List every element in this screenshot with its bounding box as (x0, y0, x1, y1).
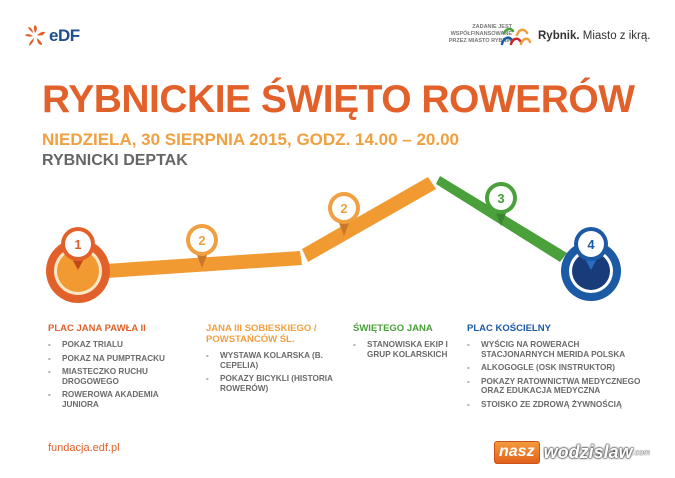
rybnik-logo-bold: Rybnik. (538, 30, 580, 42)
svg-text:4: 4 (587, 237, 595, 252)
activity-item: - POKAZY BICYKLI (HISTORIA ROWERÓW) (206, 374, 336, 393)
cofinance-line: PRZEZ MIASTO RYBNIK (448, 38, 512, 44)
route-map (0, 170, 675, 315)
svg-text:3: 3 (497, 191, 505, 206)
rybnik-logo-text (538, 30, 650, 42)
activity-item: - POKAZ TRIALU (48, 340, 188, 350)
station-activities (353, 340, 453, 359)
event-title: RYBNICKIE ŚWIĘTO ROWERÓW (42, 78, 635, 121)
edf-logo-text: eDF (49, 26, 80, 45)
route-marker-1 (46, 227, 110, 303)
svg-text:1: 1 (74, 237, 82, 252)
activity-item: - POKAZ NA PUMPTRACKU (48, 354, 188, 364)
watermark-com: .com (632, 448, 650, 457)
station-activities (467, 340, 647, 409)
station-title: ŚWIĘTEGO JANA (353, 323, 433, 334)
route-marker-3 (485, 182, 517, 226)
activity-item: - ROWEROWA AKADEMIA JUNIORA (48, 390, 188, 409)
naszwodzislaw-watermark (494, 441, 650, 464)
station-sobieskiego (206, 323, 336, 397)
station-title: PLAC KOŚCIELNY (467, 323, 551, 334)
event-date: NIEDZIELA, 30 SIERPNIA 2015, GODZ. 14.00 – 20.00 (42, 130, 459, 149)
station-title: JANA III SOBIESKIEGO / POWSTAŃCÓW ŚL. (206, 323, 317, 345)
event-location: RYBNICKI DEPTAK (42, 152, 188, 169)
station-plac-koscielny (467, 323, 647, 413)
edf-flower-icon (24, 24, 46, 48)
station-activities (48, 340, 188, 409)
rybnik-logo (500, 25, 650, 47)
activity-item: - WYŚCIG NA ROWERACH STACJONARNYCH MERIDA POLSKA (467, 340, 647, 359)
rybnik-fish-icon (500, 25, 532, 47)
station-swietego-jana (353, 323, 453, 363)
activity-item: - ALKOGOGLE (OSK INSTRUKTOR) (467, 363, 647, 373)
activity-item: - STANOWISKA EKIP I GRUP KOLARSKICH (353, 340, 453, 359)
activity-item: - POKAZY RATOWNICTWA MEDYCZNEGO ORAZ EDUKACJA MEDYCZNA (467, 377, 647, 396)
watermark-wodzislaw: wodzislaw (543, 442, 633, 462)
route-marker-4 (561, 227, 621, 301)
cofinance-line: WSPÓŁFINANSOWANE (450, 31, 512, 37)
activity-item: - STOISKO ZE ZDROWĄ ŻYWNOŚCIĄ (467, 400, 647, 410)
station-activities (206, 351, 336, 393)
station-title: PLAC JANA PAWŁA II (48, 323, 146, 334)
route-segment-2 (302, 177, 436, 262)
svg-text:2: 2 (340, 201, 348, 216)
activity-item: - MIASTECZKO RUCHU DROGOWEGO (48, 367, 188, 386)
cofinance-line: ZADANIE JEST (472, 24, 512, 30)
activity-item: - WYSTAWA KOLARSKA (B. CEPELIA) (206, 351, 336, 370)
watermark-nasz: nasz (494, 441, 540, 464)
station-plac-jana-pawla (48, 323, 188, 413)
rybnik-logo-slogan: Miasto z ikrą. (579, 30, 651, 42)
svg-text:2: 2 (198, 233, 206, 248)
website-link[interactable]: fundacja.edf.pl (48, 442, 120, 454)
edf-logo (24, 24, 80, 48)
